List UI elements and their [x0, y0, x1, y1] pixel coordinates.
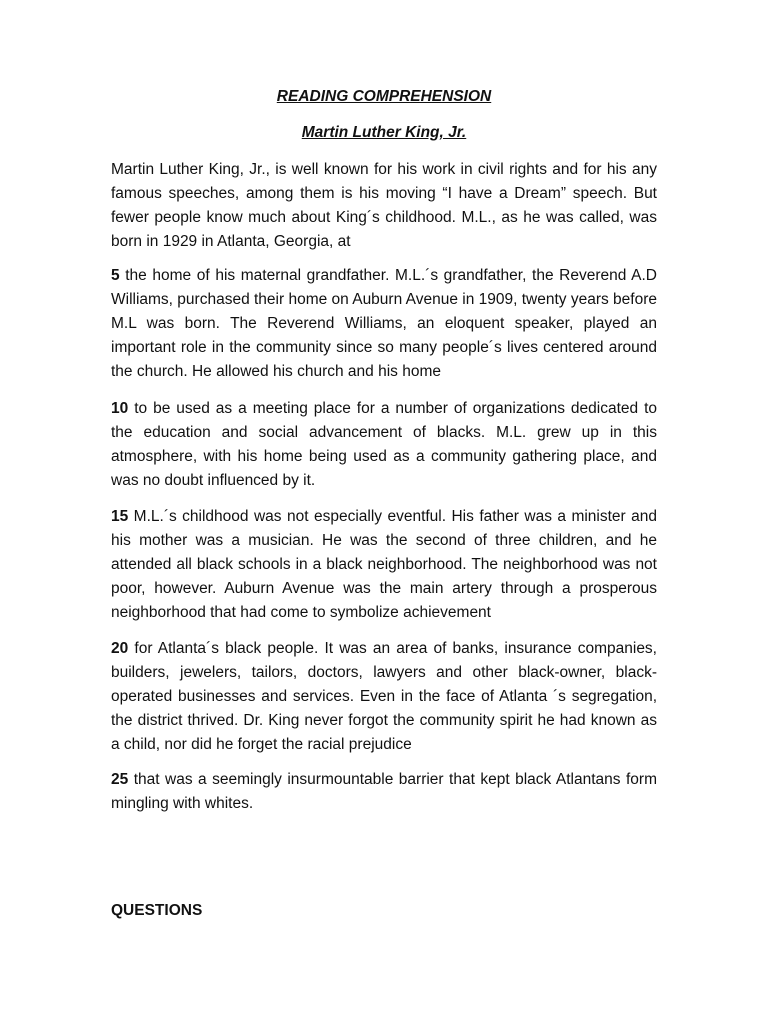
document-title: READING COMPREHENSION — [276, 88, 492, 105]
paragraph-2 — [111, 264, 657, 384]
paragraph-1 — [111, 158, 657, 254]
paragraph-text: to be used as a meeting place for a number of organizations dedicated to the education and social advancement of blacks. M.L. grew up in this atmosphere, with his home being used as a community gathering place, and was no doubt influenced by it. — [111, 400, 657, 489]
paragraph-text: the home of his maternal grandfather. M.L.´s grandfather, the Reverend A.D Williams, purchased their home on Auburn Avenue in 1909, twenty years before M.L was born. The Reverend Williams, an eloquent speaker, played an important role in the community since so many people´s lives centered around the church. He allowed his church and his home — [111, 267, 657, 380]
paragraph-6 — [111, 768, 657, 816]
document-subtitle: Martin Luther King, Jr. — [301, 124, 467, 141]
line-number: 25 — [111, 771, 129, 788]
line-number: 5 — [111, 267, 120, 284]
line-number: 15 — [111, 508, 129, 525]
questions-heading: QUESTIONS — [111, 902, 203, 919]
paragraph-text: for Atlanta´s black people. It was an area of banks, insurance companies, builders, jewelers, tailors, doctors, lawyers and other black-owner, black-operated businesses and services. Even in the face of Atlanta ´s segregation, the district thrived. Dr. King never forgot the community spirit he had known as a child, nor did he forget the racial prejudice — [111, 640, 657, 753]
paragraph-5 — [111, 637, 657, 757]
paragraph-text: that was a seemingly insurmountable barrier that kept black Atlantans form mingling with whites. — [111, 771, 657, 812]
line-number: 20 — [111, 640, 129, 657]
line-number: 10 — [111, 400, 129, 417]
paragraph-text: M.L.´s childhood was not especially eventful. His father was a minister and his mother was a musician. He was the second of three children, and he attended all black schools in a black neighborhood. The neighborhood was not poor, however. Auburn Avenue was the main artery through a prosperous neighborhood that had come to symbolize achievement — [111, 508, 657, 621]
paragraph-4 — [111, 505, 657, 625]
paragraph-text: Martin Luther King, Jr., is well known for his work in civil rights and for his any famous speeches, among them is his moving “I have a Dream” speech. But fewer people know much about King´s childhood. M.L., as he was called, was born in 1929 in Atlanta, Georgia, at — [111, 161, 657, 250]
paragraph-3 — [111, 397, 657, 493]
